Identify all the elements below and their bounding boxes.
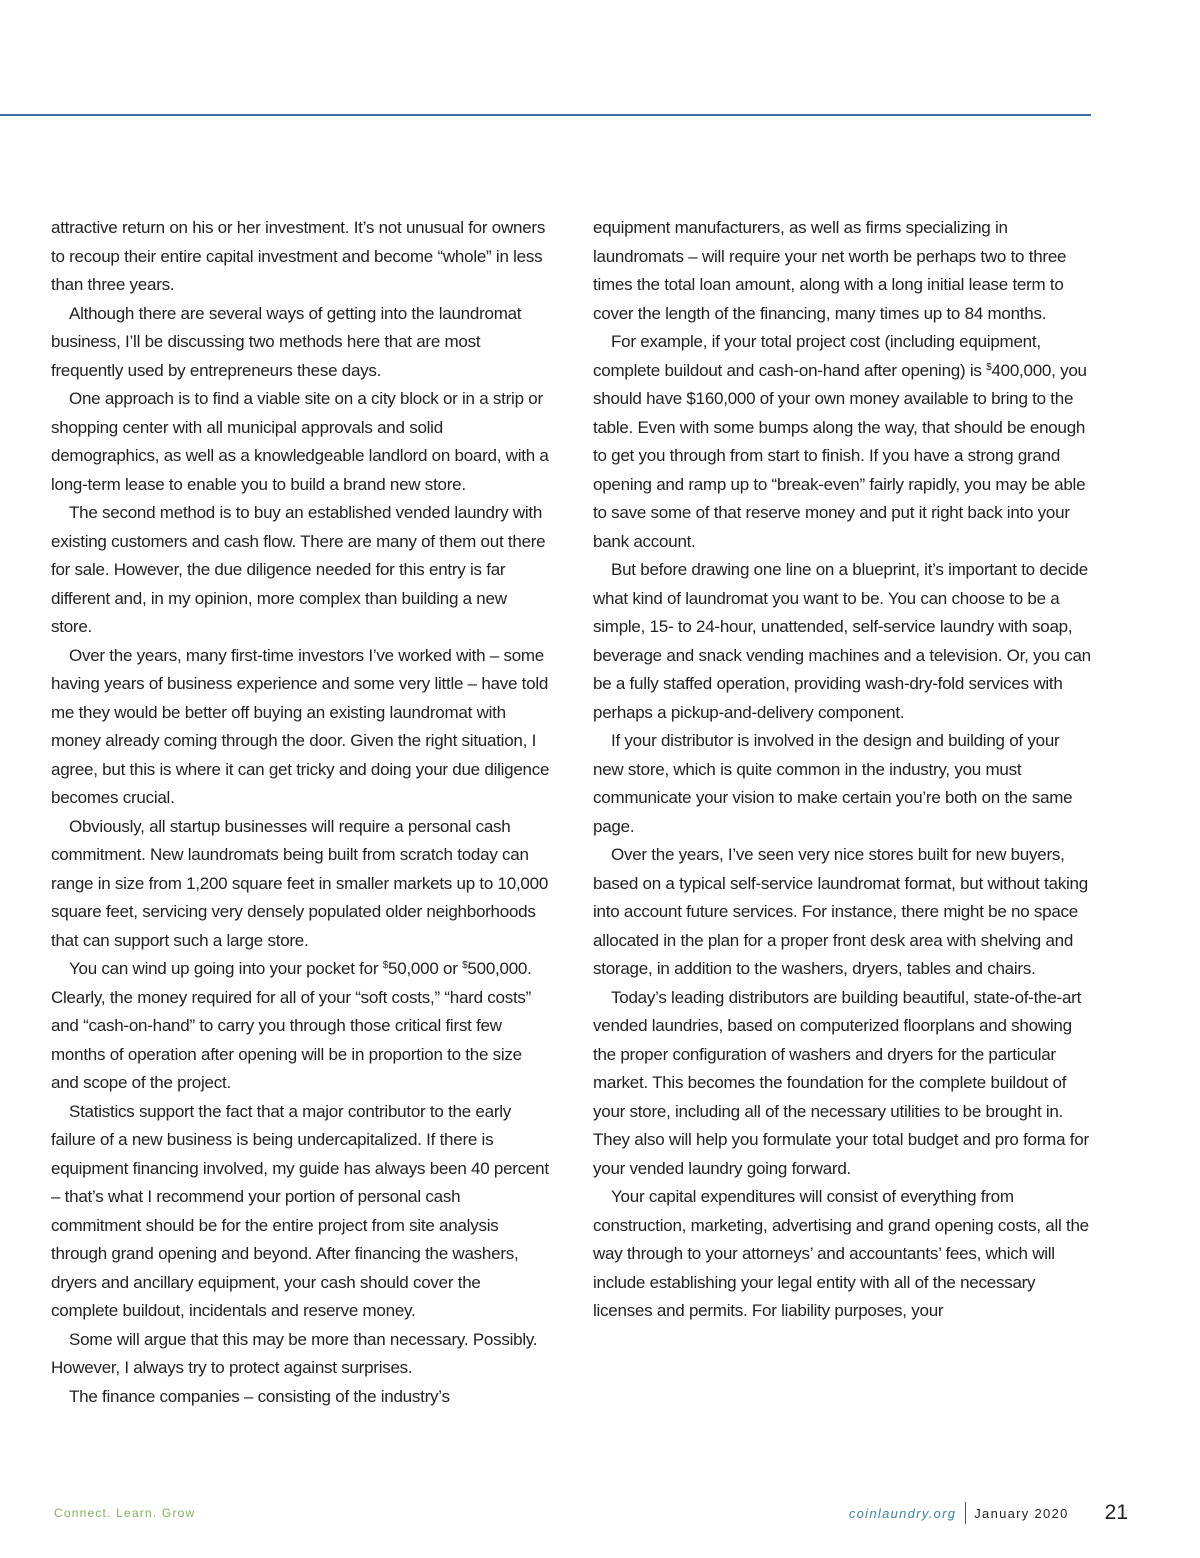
- footer-divider: [965, 1502, 966, 1524]
- paragraph: The second method is to buy an established vended laundry with existing customers and cash flow. There are many of them out there for sale. However, the due diligence needed for this entry is far different and, in my opinion, more complex than building a new store.: [51, 503, 546, 636]
- dollar-sign: $: [462, 960, 468, 971]
- paragraph: Although there are several ways of getting into the laundromat business, I’ll be discussing two methods here that are most frequently used by entrepreneurs these days.: [51, 303, 522, 380]
- paragraph: If your distributor is involved in the design and building of your new store, which is quite common in the industry, you must communicate your vision to make certain you’re both on the same page.: [593, 731, 1073, 836]
- dollar-sign: $: [382, 960, 389, 971]
- paragraph: One approach is to find a viable site on a city block or in a strip or shopping center with all municipal approvals and solid demographics, as well as a knowledgeable landlord on board, with a long-term lease to enable you to build a brand new store.: [51, 389, 549, 494]
- article-column-right: [593, 214, 1093, 1326]
- paragraph: Your capital expenditures will consist of everything from construction, marketing, advertising and grand opening costs, all the way through to your attorneys’ and accountants’ fees, which will include establishing your legal entity with all of the necessary licenses and permits. For liability purposes, your: [593, 1187, 1089, 1320]
- paragraph: Over the years, many first-time investors I’ve worked with – some having years of business experience and some very little – have told me they would be better off buying an existing laundromat with money already coming through the door. Given the right situation, I agree, but this is where it can get tricky and doing your due diligence becomes crucial.: [51, 645, 550, 807]
- paragraph-text: 400,000, you should have $160,000 of your own money available to bring to the table. Even with some bumps along the way, that should be enough to get you through from start to finish. If you have a strong grand opening and ramp up to “break-even” fairly rapidly, you may be able to save some of that reserve money and put it right back into your bank account.: [593, 360, 1087, 551]
- paragraph: equipment manufacturers, as well as firms specializing in laundromats – will require your net worth be perhaps two to three times the total loan amount, along with a long initial lease term to cover the length of the financing, many times up to 84 months.: [593, 218, 1067, 323]
- paragraph: Over the years, I’ve seen very nice stores built for new buyers, based on a typical self-service laundromat format, but without taking into account future services. For instance, there might be no space allocated in the plan for a proper front desk area with shelving and storage, in addition to the washers, dryers, tables and chairs.: [593, 845, 1088, 978]
- paragraph: Today’s leading distributors are building beautiful, state-of-the-art vended laundries, based on computerized floorplans and showing the proper configuration of washers and dryers for the particular market. This becomes the foundation for the complete buildout of your store, including all of the necessary utilities to be brought in. They also will help you formulate your total budget and pro forma for your vended laundry going forward.: [593, 987, 1089, 1178]
- dollar-sign: $: [986, 361, 992, 373]
- paragraph: [51, 955, 551, 1098]
- footer-info: [849, 1498, 1128, 1528]
- paragraph: [593, 328, 1093, 556]
- page-number: 21: [1104, 1501, 1128, 1524]
- footer-site-link[interactable]: coinlaundry.org: [848, 1505, 957, 1521]
- paragraph: Obviously, all startup businesses will require a personal cash commitment. New laundromats being built from scratch today can range in size from 1,200 square feet in smaller markets up to 10,000 square feet, servicing very densely populated older neighborhoods that can support such a large store.: [51, 816, 549, 950]
- paragraph: But before drawing one line on a blueprint, it’s important to decide what kind of laundromat you want to be. You can choose to be a simple, 15- to 24-hour, unattended, self-service laundry with soap, beverage and snack vending machines and a television. Or, you can be a fully staffed operation, providing wash-dry-fold services with perhaps a pickup-and-delivery component.: [593, 560, 1091, 722]
- paragraph: attractive return on his or her investment. It’s not unusual for owners to recoup their entire capital investment and become “whole” in less than three years.: [51, 218, 546, 294]
- paragraph-text: 50,000 or: [388, 959, 463, 978]
- paragraph-text: 500,000. Clearly, the money required for all of your “soft costs,” “hard costs” and “cash-on-hand” to carry you through those critical first few months of operation after opening will be in proportion to the size and scope of the project.: [51, 959, 532, 1092]
- article-column-left: [51, 214, 551, 1411]
- paragraph-text: For example, if your total project cost (including equipment, complete buildout and cash-on-hand after opening) is: [593, 332, 1041, 380]
- paragraph: Statistics support the fact that a major contributor to the early failure of a new business is being undercapitalized. If there is equipment financing involved, my guide has always been 40 percent – that’s what I recommend your portion of personal cash commitment should be for the entire project from site analysis through grand opening and beyond. After financing the washers, dryers and ancillary equipment, your cash should cover the complete buildout, incidentals and reserve money.: [51, 1101, 549, 1320]
- footer-tagline: Connect. Learn. Grow: [54, 1506, 196, 1520]
- paragraph-text: You can wind up going into your pocket for: [69, 959, 383, 978]
- paragraph: The finance companies – consisting of the industry’s: [69, 1386, 450, 1406]
- header-rule: [0, 114, 1091, 116]
- paragraph: Some will argue that this may be more than necessary. Possibly. However, I always try to protect against surprises.: [51, 1329, 538, 1377]
- footer-date: January 2020: [974, 1505, 1069, 1521]
